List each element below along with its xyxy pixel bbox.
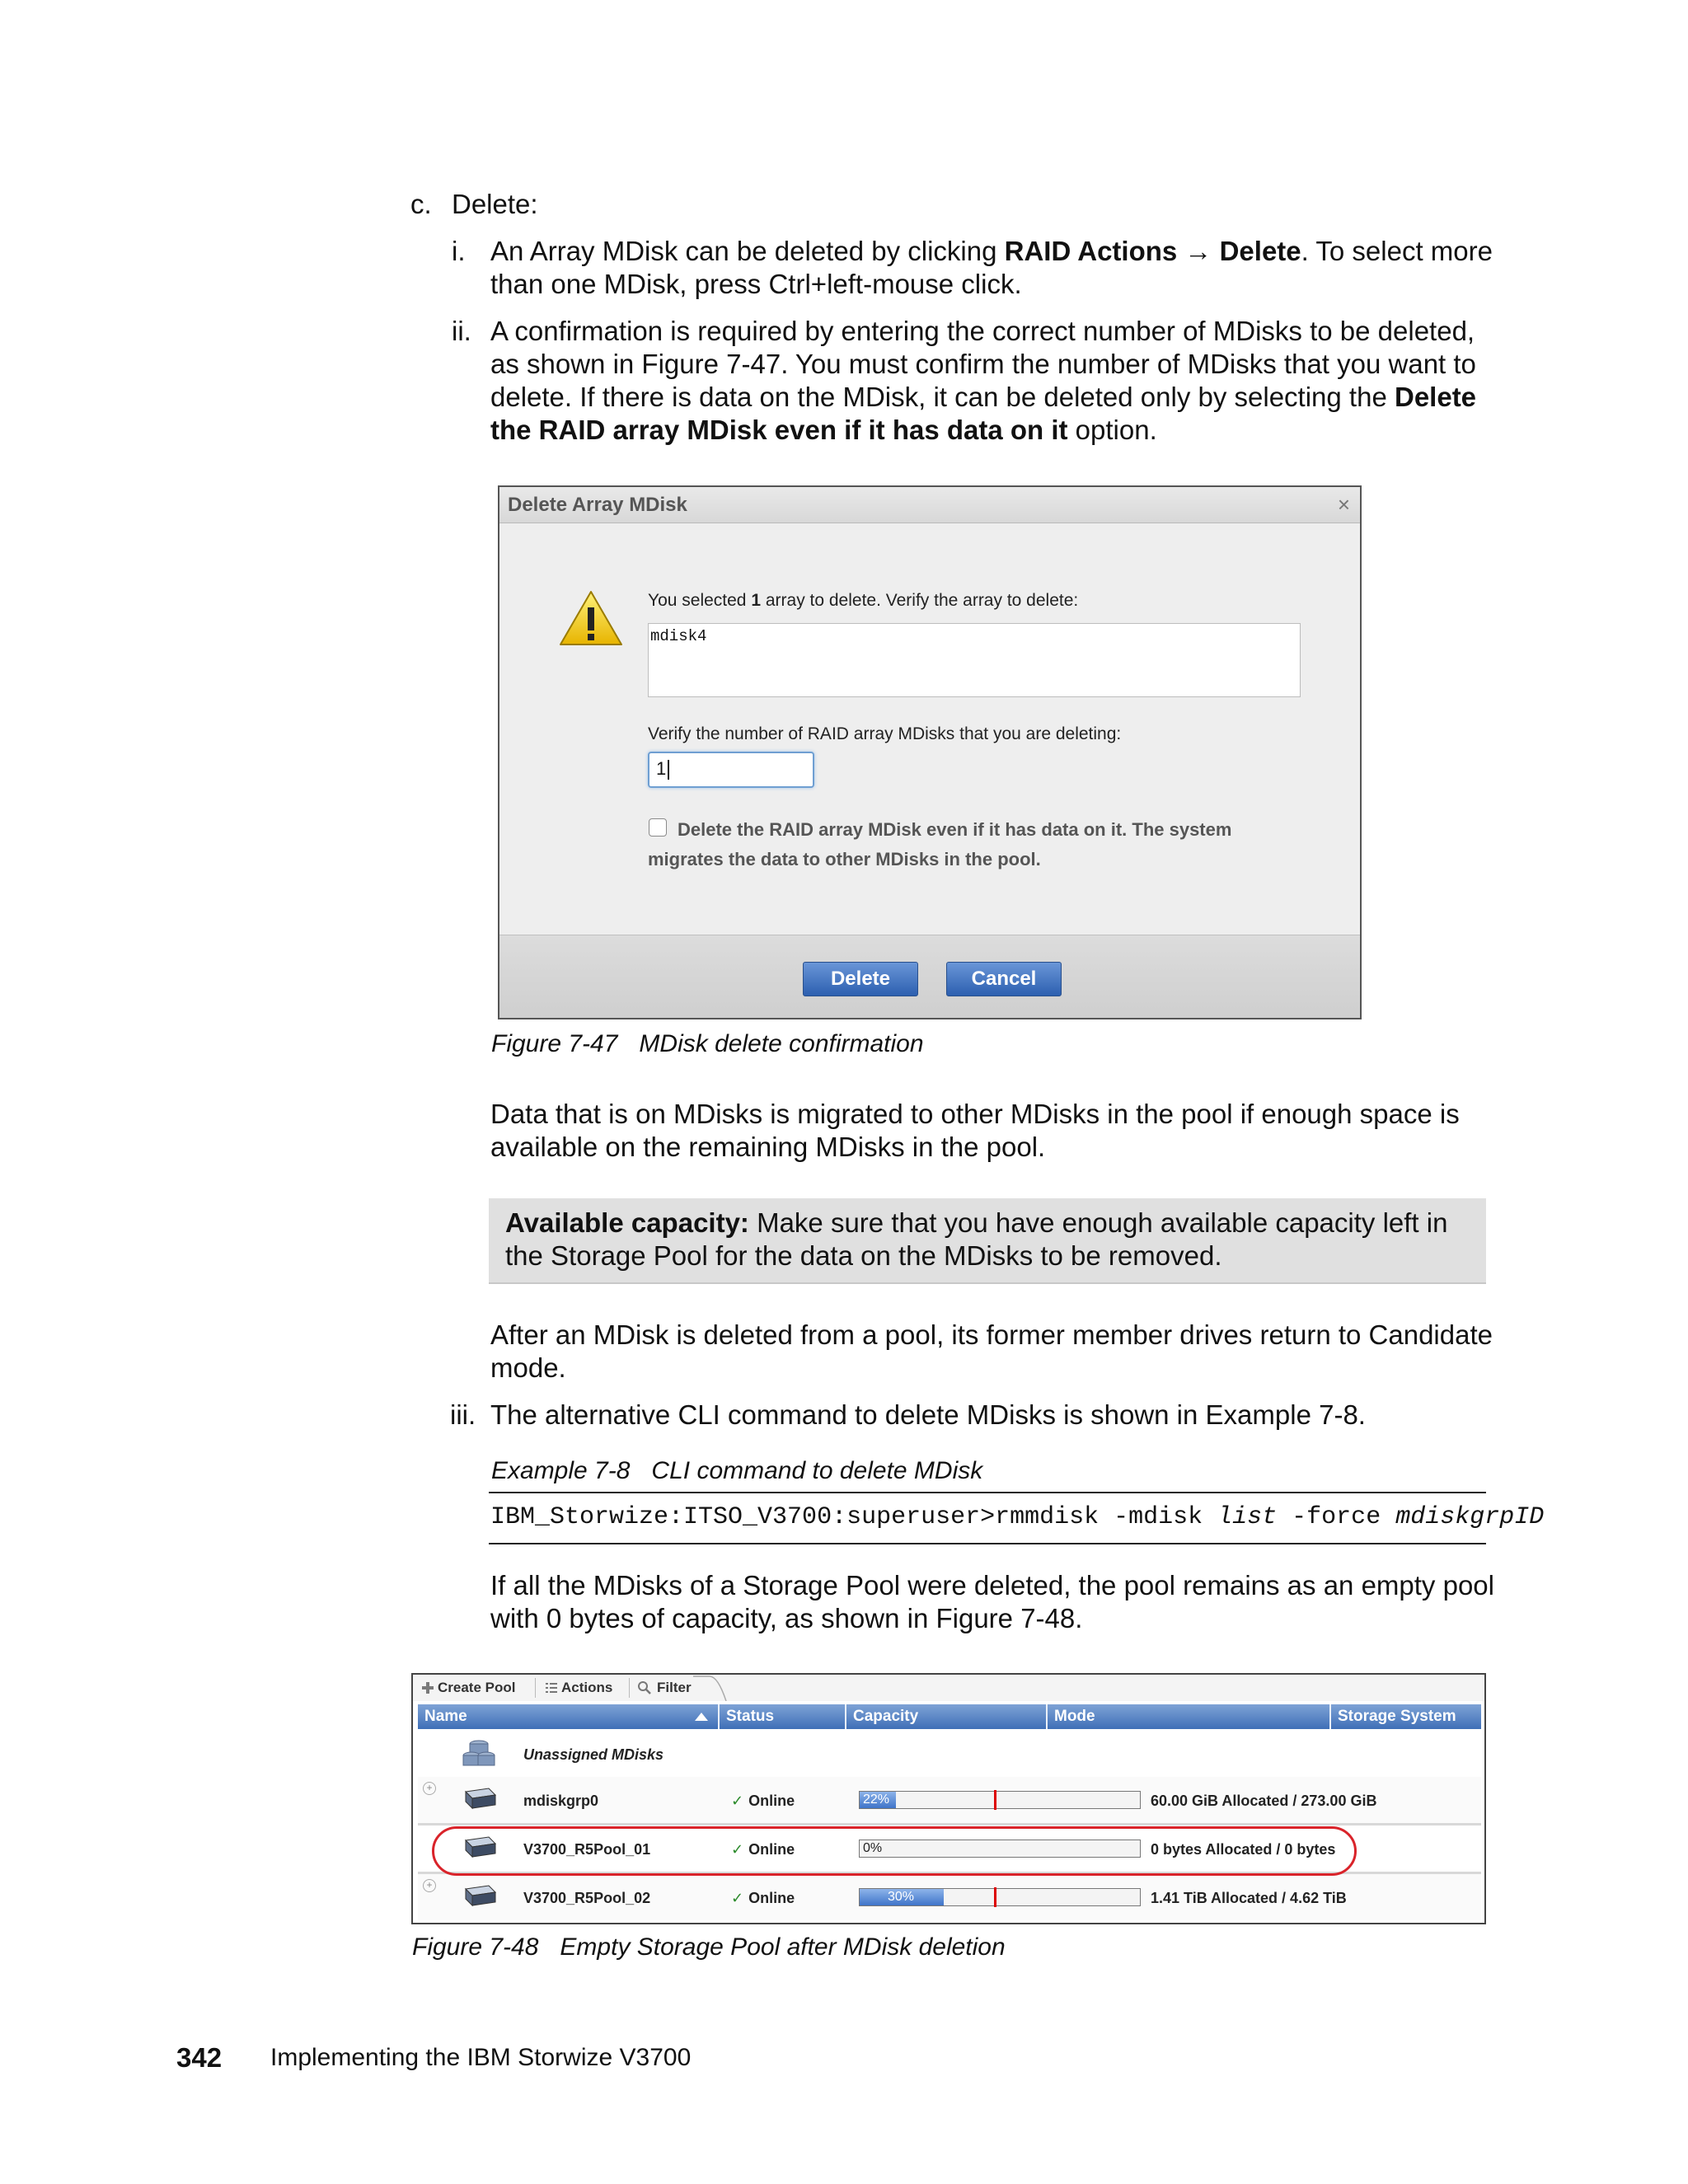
warning-icon <box>559 589 623 647</box>
check-icon: ✓ <box>731 1793 744 1809</box>
capacity-bar <box>859 1888 1141 1906</box>
toolbar-separator <box>629 1678 630 1698</box>
expand-icon[interactable]: + <box>423 1879 436 1892</box>
storage-pool-table <box>411 1673 1486 1924</box>
empty-pool-line2: with 0 bytes of capacity, as shown in Figure 7-48. <box>490 1603 1083 1633</box>
migrate-para-line1: Data that is on MDisks is migrated to other MDisks in the pool if enough space is <box>490 1099 1460 1129</box>
capacity-percent: 22% <box>863 1793 890 1807</box>
pool-status: ✓ Online <box>731 1793 795 1809</box>
step-ii-line1: A confirmation is required by entering the correct number of MDisks to be deleted, <box>490 316 1475 346</box>
mdisk-stack-icon <box>461 1737 497 1770</box>
pool-icon <box>461 1787 497 1811</box>
capacity-allocated: 1.41 TiB Allocated / 4.62 TiB <box>1151 1890 1347 1906</box>
header-status[interactable]: Status <box>720 1704 846 1729</box>
capacity-allocated: 0 bytes Allocated / 0 bytes <box>1151 1841 1336 1858</box>
step-iii-marker: iii. <box>450 1399 476 1430</box>
header-name[interactable]: Name <box>418 1704 720 1729</box>
header-mode[interactable]: Mode <box>1048 1704 1331 1729</box>
delete-array-mdisk-dialog <box>498 485 1362 1019</box>
available-capacity-note: Available capacity: Make sure that you have enough available capacity left in the Storage Pool for the data on the MDisks to be removed. <box>489 1198 1486 1284</box>
step-ii-line4: the RAID array MDisk even if it has data on it option. <box>490 415 1157 445</box>
pool-icon <box>461 1884 497 1909</box>
pool-toolbar <box>413 1675 1484 1701</box>
dialog-title: Delete Array MDisk <box>499 487 1360 523</box>
plus-icon <box>421 1681 434 1694</box>
capacity-percent: 0% <box>863 1841 883 1855</box>
step-ii-line3: delete. If there is data on the MDisk, it can be deleted only by selecting the Delete <box>490 382 1477 412</box>
pool-name: V3700_R5Pool_01 <box>523 1841 651 1858</box>
capacity-threshold-marker <box>994 1790 996 1810</box>
list-icon <box>545 1681 558 1694</box>
empty-pool-highlight <box>432 1826 1357 1876</box>
step-i-line2: than one MDisk, press Ctrl+left-mouse click. <box>490 269 1022 299</box>
capacity-allocated: 60.00 GiB Allocated / 273.00 GiB <box>1151 1793 1377 1809</box>
table-row[interactable] <box>418 1874 1481 1920</box>
pool-status: ✓ Online <box>731 1841 795 1858</box>
page-number: 342 <box>176 2042 223 2073</box>
mdisk-count-input[interactable]: 1 <box>648 752 814 788</box>
step-i-line1: An Array MDisk can be deleted by clicking RAID Actions → Delete. To select more <box>490 236 1493 266</box>
pool-status: ✓ Online <box>731 1890 795 1906</box>
empty-pool-line1: If all the MDisks of a Storage Pool were deleted, the pool remains as an empty pool <box>490 1570 1494 1601</box>
example-7-8-caption: Example 7-8 CLI command to delete MDisk <box>491 1457 983 1484</box>
step-ii-marker: ii. <box>452 316 471 346</box>
filter-button[interactable]: Filter <box>657 1680 692 1695</box>
step-c-marker: c. <box>410 189 432 219</box>
migrate-para-line2: available on the remaining MDisks in the pool. <box>490 1132 1046 1162</box>
selected-message: You selected 1 array to delete. Verify the array to delete: <box>648 591 1079 610</box>
capacity-bar <box>859 1791 1141 1809</box>
pool-name: mdiskgrp0 <box>523 1793 599 1809</box>
expand-icon[interactable]: + <box>423 1782 436 1795</box>
figure-7-47-caption: Figure 7-47 MDisk delete confirmation <box>491 1030 924 1057</box>
delete-button[interactable]: Delete <box>803 962 918 996</box>
actions-button[interactable]: Actions <box>561 1680 613 1695</box>
check-icon: ✓ <box>731 1890 744 1906</box>
dialog-footer <box>499 935 1360 1018</box>
code-rule-bottom <box>489 1543 1486 1544</box>
unassigned-mdisks-label: Unassigned MDisks <box>523 1746 664 1763</box>
toolbar-separator <box>535 1678 536 1698</box>
step-c-label: Delete: <box>452 189 538 219</box>
step-ii-line2: as shown in Figure 7-47. You must confirm the number of MDisks that you want to <box>490 349 1476 379</box>
book-title: Implementing the IBM Storwize V3700 <box>270 2044 692 2071</box>
step-iii-text: The alternative CLI command to delete MDisks is shown in Example 7-8. <box>490 1399 1366 1430</box>
header-capacity[interactable]: Capacity <box>846 1704 1048 1729</box>
step-i-marker: i. <box>452 236 466 266</box>
cancel-button[interactable]: Cancel <box>946 962 1062 996</box>
table-row-unassigned[interactable] <box>418 1731 1481 1779</box>
create-pool-button[interactable]: Create Pool <box>438 1680 516 1695</box>
capacity-threshold-marker <box>994 1887 996 1907</box>
toolbar-tab-edge <box>693 1675 734 1701</box>
array-list-textarea[interactable]: mdisk4 <box>648 623 1301 697</box>
cli-command: IBM_Storwize:ITSO_V3700:superuser>rmmdisk -mdisk list -force mdiskgrpID <box>490 1503 1545 1531</box>
after-para-line2: mode. <box>490 1352 566 1383</box>
force-delete-label: Delete the RAID array MDisk even if it has data on it. The system migrates the data to other MDisks in the pool. <box>648 819 1232 869</box>
sort-ascending-icon <box>695 1713 708 1721</box>
code-rule-top <box>489 1492 1486 1493</box>
pool-table-header <box>418 1704 1481 1729</box>
header-storage-system[interactable]: Storage System <box>1338 1708 1456 1725</box>
check-icon: ✓ <box>731 1841 744 1858</box>
capacity-percent: 30% <box>888 1890 915 1904</box>
search-icon <box>637 1680 652 1695</box>
table-row[interactable] <box>418 1777 1481 1825</box>
verify-number-label: Verify the number of RAID array MDisks that you are deleting: <box>648 724 1122 743</box>
pool-name: V3700_R5Pool_02 <box>523 1890 651 1906</box>
close-icon[interactable]: × <box>1337 492 1350 517</box>
after-para-line1: After an MDisk is deleted from a pool, its former member drives return to Candidate <box>490 1319 1493 1350</box>
figure-7-48-caption: Figure 7-48 Empty Storage Pool after MDisk deletion <box>412 1933 1006 1961</box>
